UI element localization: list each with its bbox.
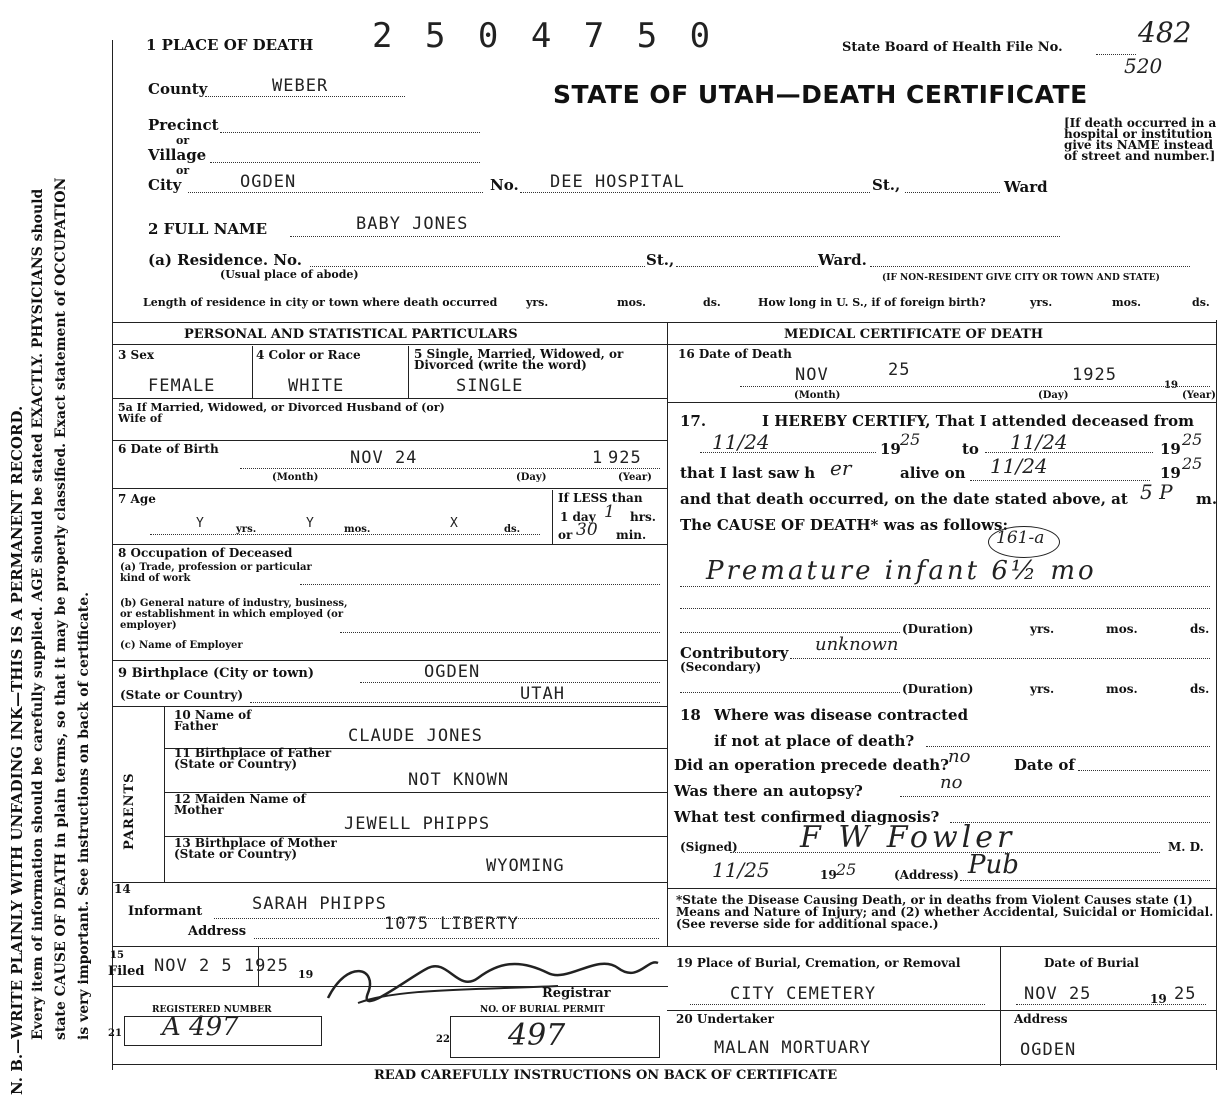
attended-to: 11/24 <box>1010 430 1068 454</box>
cause-code: 161-a <box>996 528 1045 548</box>
county-value: WEBER <box>272 76 329 96</box>
hospital-value: DEE HOSPITAL <box>550 172 685 192</box>
registered-number: A 497 <box>162 1012 239 1042</box>
father-value: CLAUDE JONES <box>348 726 483 746</box>
state-file-number-2: 520 <box>1124 54 1163 78</box>
physician-signature: F W Fowler <box>800 820 1016 855</box>
registrar-label: Registrar <box>542 986 611 1001</box>
county-label: County <box>148 80 208 98</box>
burial-date: NOV 25 <box>1024 984 1092 1004</box>
undertaker-value: MALAN MORTUARY <box>714 1038 872 1058</box>
mother-value: JEWELL PHIPPS <box>344 814 491 834</box>
autopsy-value: no <box>940 772 963 793</box>
father-birthplace-value: NOT KNOWN <box>408 770 510 790</box>
certify-text: I HEREBY CERTIFY, That I attended deceased from <box>762 412 1195 430</box>
death-time: 5 P <box>1140 480 1173 504</box>
cause-footnote: *State the Disease Causing Death, or in deaths from Violent Causes state (1) Means and Nature of Injury; and (2) whether Accidental, Suicidal or Homicidal. (See reverse side for additional space.) <box>676 893 1214 931</box>
filed-date: NOV 2 5 1925 <box>154 956 289 976</box>
side-note-4: is very important. See instructions on back of certificate. <box>76 591 92 1040</box>
place-of-death-label: 1 PLACE OF DEATH <box>146 36 314 54</box>
residence-label: (a) Residence. No. <box>148 251 303 269</box>
mother-birthplace-value: WYOMING <box>486 856 565 876</box>
dob-value: NOV 24 <box>350 448 418 468</box>
precinct-label: Precinct <box>148 116 219 134</box>
page-title: STATE OF UTAH—DEATH CERTIFICATE <box>553 80 1088 109</box>
birthplace-value: OGDEN <box>424 662 481 682</box>
birth-state-value: UTAH <box>520 684 565 704</box>
sex-value: FEMALE <box>148 376 216 396</box>
cause-of-death: Premature infant 6½ mo <box>706 556 1097 586</box>
informant-value: SARAH PHIPPS <box>252 894 387 914</box>
village-label: Village <box>148 146 207 164</box>
medical-heading: MEDICAL CERTIFICATE OF DEATH <box>784 327 1044 342</box>
hospital-note: [If death occurred in a hospital or institution give its NAME instead of street and number.] <box>1064 116 1217 163</box>
death-month: NOV <box>795 365 829 385</box>
contributory-value: unknown <box>815 634 899 655</box>
burial-place: CITY CEMETERY <box>730 984 877 1004</box>
last-seen-date: 11/24 <box>990 454 1048 478</box>
death-day: 25 <box>888 360 911 380</box>
left-border <box>112 40 113 1070</box>
parents-label: PARENTS <box>122 772 137 850</box>
death-year: 1925 <box>1072 365 1117 385</box>
marital-value: SINGLE <box>456 376 524 396</box>
center-divider <box>667 322 668 947</box>
certificate-number: 2 5 0 4 7 5 0 <box>372 16 717 56</box>
state-file-label: State Board of Health File No. <box>842 40 1063 55</box>
footer-instructions: READ CAREFULLY INSTRUCTIONS ON BACK OF CERTIFICATE <box>374 1068 838 1083</box>
undertaker-address: OGDEN <box>1020 1040 1077 1060</box>
signed-date: 11/25 <box>712 858 770 882</box>
city-value: OGDEN <box>240 172 297 192</box>
physician-address: Pub <box>968 850 1019 880</box>
state-file-number: 482 <box>1138 16 1192 49</box>
color-value: WHITE <box>288 376 345 396</box>
full-name-label: 2 FULL NAME <box>148 220 268 238</box>
side-note-2: Every item of information should be carefully supplied. AGE should be stated EXACTLY. PHYSICIANS should <box>30 188 46 1040</box>
operation-value: no <box>948 746 971 767</box>
city-label: City <box>148 176 182 194</box>
dob-year: 925 <box>608 448 642 468</box>
full-name-value: BABY JONES <box>356 214 469 234</box>
spouse-label: 5a If Married, Widowed, or Divorced Husband of (or) Wife of <box>118 401 445 425</box>
attended-from: 11/24 <box>712 430 770 454</box>
right-border <box>1216 320 1217 1070</box>
personal-heading: PERSONAL AND STATISTICAL PARTICULARS <box>184 327 518 342</box>
side-note-3: state CAUSE OF DEATH in plain terms, so that it may be properly classified. Exact statement of OCCUPATION <box>53 177 69 1040</box>
informant-address: 1075 LIBERTY <box>384 914 519 934</box>
side-note-1: N. B.—WRITE PLAINLY WITH UNFADING INK—THIS IS A PERMANENT RECORD. <box>8 405 26 1095</box>
length-residence-label: Length of residence in city or town where death occurred <box>143 296 498 309</box>
burial-permit-number: 497 <box>508 1018 566 1053</box>
